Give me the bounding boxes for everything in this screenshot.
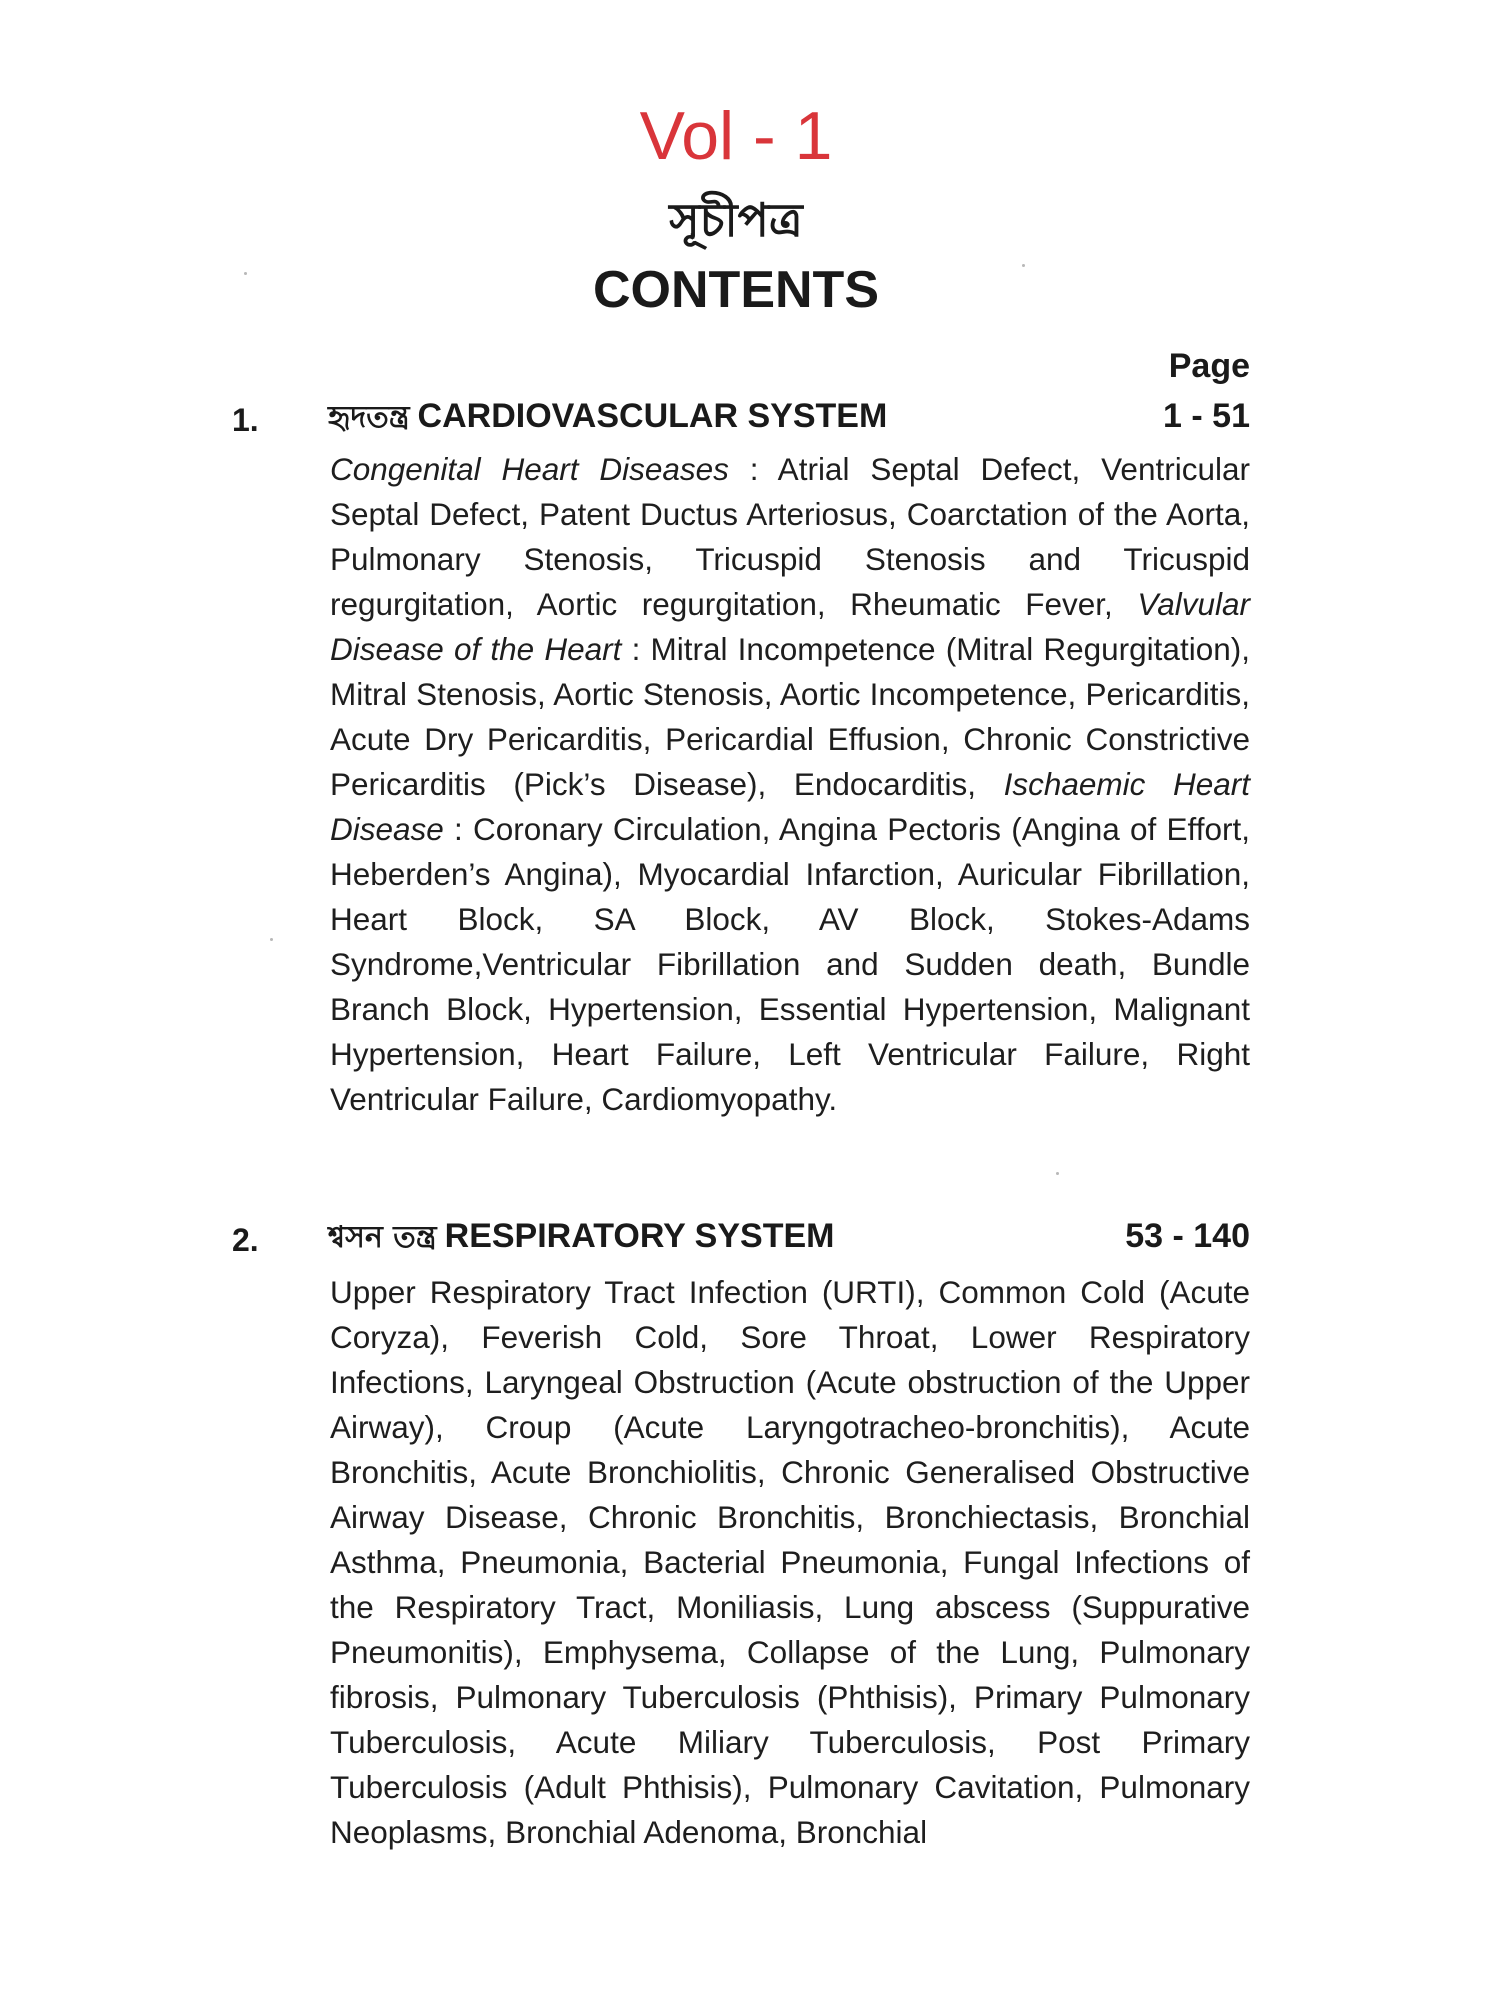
entry-description-text — [330, 1270, 1250, 1855]
entry-title — [328, 1214, 834, 1260]
topic-group-label: Congenital Heart Diseases — [330, 451, 729, 487]
entry-title — [328, 394, 887, 440]
entry-description — [330, 1270, 1250, 1855]
entry-bengali-label: শ্বসন তন্ত্র — [328, 1220, 437, 1255]
volume-title: Vol - 1 — [639, 98, 833, 174]
entry-heading — [0, 1214, 1500, 1262]
entry-description — [330, 447, 1250, 1122]
entry-page-range: 1 - 51 — [1163, 397, 1250, 435]
topic-list: : Atrial Septal Defect, Ventricular Septal Defect, Patent Ductus Arteriosus, Coarctation of the Aorta, Pulmonary Stenosis, Tricuspid Stenosis and Tricuspid regurgitation, Aortic regurgitation, Rheumatic Fever, — [330, 451, 1250, 622]
entry-page-range: 53 - 140 — [1125, 1217, 1250, 1255]
contents-title: CONTENTS — [593, 261, 879, 319]
topic-list: Upper Respiratory Tract Infection (URTI), Common Cold (Acute Coryza), Feverish Cold, Sore Throat, Lower Respiratory Infections, Laryngeal Obstruction (Acute obstruction of the Upper Airway), Croup (Acute Laryngotracheo-bronchitis), Acute Bronchitis, Acute Bronchiolitis, Chronic Generalised Obstructive Airway Disease, Chronic Bronchitis, Bronchiectasis, Bronchial Asthma, Pneumonia, Bacterial Pneumonia, Fungal Infections of the Respiratory Tract, Moniliasis, Lung abscess (Suppurative Pneumonitis), Emphysema, Collapse of the Lung, Pulmonary fibrosis, Pulmonary Tuberculosis (Phthisis), Primary Pulmonary Tuberculosis, Acute Miliary Tuberculosis, Post Primary Tuberculosis (Adult Phthisis), Pulmonary Cavitation, Pulmonary Neoplasms, Bronchial Adenoma, Bronchial — [330, 1274, 1250, 1850]
entry-number: 2. — [232, 1222, 259, 1258]
scan-speck — [1022, 264, 1025, 267]
entry-bengali-label: হৃদতন্ত্র — [328, 400, 410, 435]
scan-speck — [1056, 1172, 1059, 1175]
topic-group-label: Valvular Disease of the Heart — [330, 586, 1250, 667]
entry-title-text: CARDIOVASCULAR SYSTEM — [417, 397, 888, 435]
entry-heading — [0, 394, 1500, 442]
topic-list: : Mitral Incompetence (Mitral Regurgitation), Mitral Stenosis, Aortic Stenosis, Aortic Incompetence, Pericarditis, Acute Dry Pericarditis, Pericardial Effusion, Chronic Constrictive Pericarditis (Pick’s Disease), Endocarditis, — [330, 631, 1250, 802]
entry-description-text — [330, 447, 1250, 1122]
bengali-contents-title: সূচীপত্র — [669, 193, 803, 247]
topic-list: : Coronary Circulation, Angina Pectoris (Angina of Effort, Heberden’s Angina), Myocardial Infarction, Auricular Fibrillation, Heart Block, SA Block, AV Block, Stokes-Adams Syndrome,Ventricular Fibrillation and Sudden death, Bundle Branch Block, Hypertension, Essential Hypertension, Malignant Hypertension, Heart Failure, Left Ventricular Failure, Right Ventricular Failure, Cardiomyopathy. — [330, 811, 1250, 1117]
entry-title-text: RESPIRATORY SYSTEM — [444, 1217, 835, 1255]
scan-speck — [244, 272, 247, 275]
scan-speck — [270, 938, 273, 941]
topic-group-label: Ischaemic Heart Disease — [330, 766, 1250, 847]
entry-number: 1. — [232, 402, 259, 438]
page-column-label: Page — [1168, 347, 1250, 385]
